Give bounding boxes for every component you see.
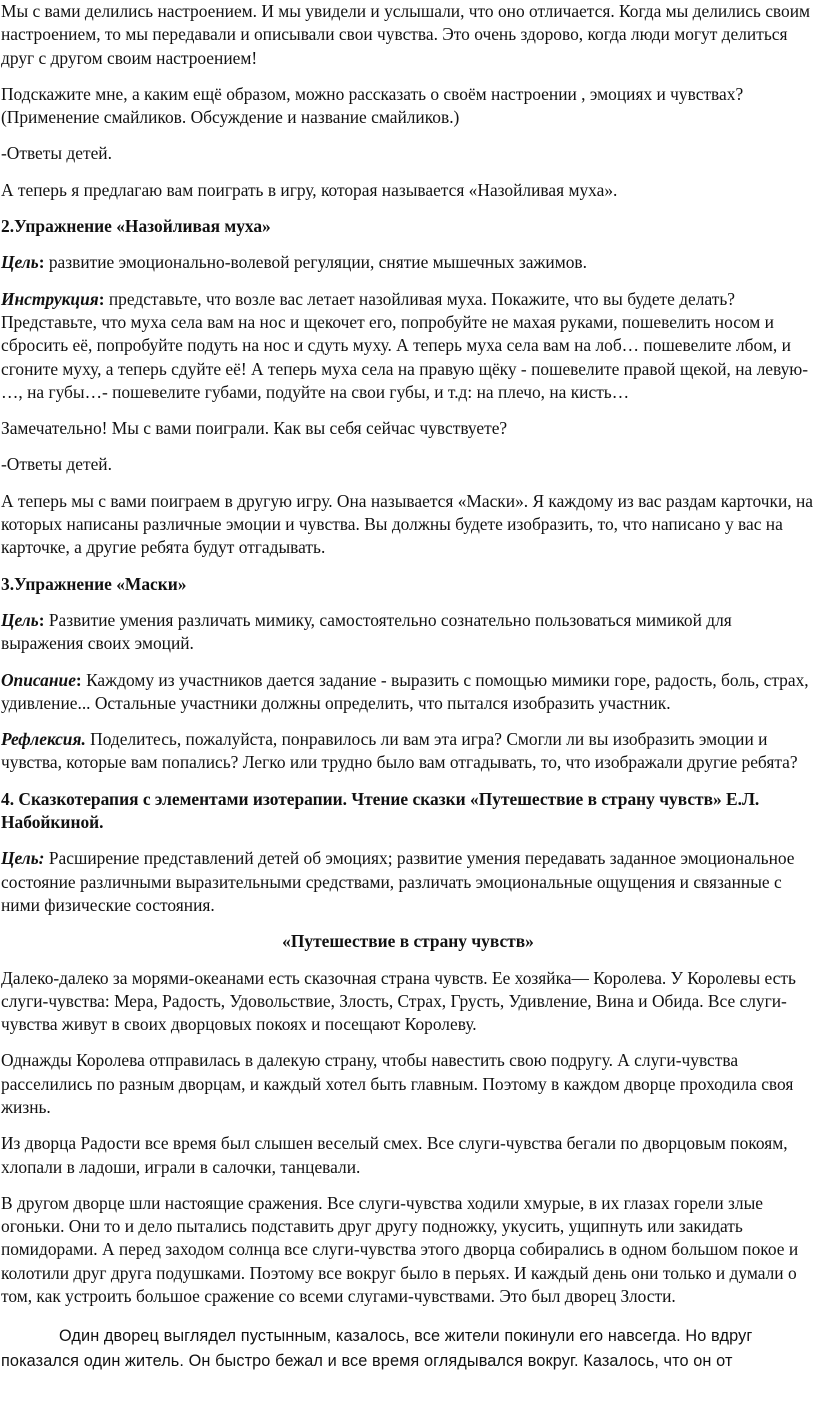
description-text: Каждому из участников дается задание - выразить с помощью мимики горе, радость, боль, страх, удивление... Остальные участники должны определить, что пытался изобразить участник. <box>1 669 809 713</box>
instruction-label: Инструкция <box>1 288 99 309</box>
tale-paragraph-1: Далеко-далеко за морями-океанами есть сказочная страна чувств. Ее хозяйка— Королева. У Королевы есть слуги-чувства: Мера, Радость, Удовольствие, Злость, Страх, Грусть, Удивление, Вина и Обида. Все слуги-чувства живут в своих дворцовых покоях и посещают Королеву. <box>1 967 796 1035</box>
tale-title: «Путешествие в страну чувств» <box>282 931 534 952</box>
goal-2-colon: : <box>38 252 45 273</box>
paragraph-masks-intro: А теперь мы с вами поиграем в другую игру. Она называется «Маски». Я каждому из вас раздам карточки, на которых написаны различные эмоции и чувства. Вы должны будете изобразить, то, что написано у вас на карточке, а другие ребята будут отгадывать. <box>1 490 813 558</box>
paragraph-answers-2: -Ответы детей. <box>1 454 112 475</box>
goal-4-text: Расширение представлений детей об эмоциях; развитие умения передавать заданное эмоциональное состояние различными выразительными средствами, различать эмоциональные ощущения и связанные с ними физические состояния. <box>1 848 795 915</box>
heading-exercise-3: 3.Упражнение «Маски» <box>1 573 187 594</box>
heading-section-4: 4. Сказкотерапия с элементами изотерапии. Чтение сказки «Путешествие в страну чувств» Е.Л. Набойкиной. <box>1 788 760 833</box>
heading-exercise-2: 2.Упражнение «Назойливая муха» <box>1 216 271 237</box>
tale-paragraph-5: Один дворец выглядел пустынным, казалось, все жители покинули его навсегда. Но вдруг показался один житель. Он быстро бежал и все время оглядывался вокруг. Казалось, что он от <box>1 1327 753 1370</box>
paragraph-intro: Мы с вами делились настроением. И мы увидели и услышали, что оно отличается. Когда мы делились своим настроением, то мы передавали и описывали свои чувства. Это очень здорово, когда люди могут делиться друг с другом своим настроением! <box>1 1 811 68</box>
description-label: Описание <box>1 669 76 690</box>
paragraph-goal-4 <box>1 847 815 917</box>
paragraph-wonderful: Замечательно! Мы с вами поиграли. Как вы себя сейчас чувствуете? <box>1 418 508 439</box>
paragraph-description <box>1 669 815 716</box>
goal-2-text: развитие эмоционально-волевой регуляции, снятие мышечных зажимов. <box>44 252 587 273</box>
description-colon: : <box>75 669 82 690</box>
goal-3-colon: : <box>38 609 45 630</box>
paragraph-answers-1: -Ответы детей. <box>1 143 112 164</box>
goal-3-label: Цель <box>1 609 39 630</box>
goal-2-label: Цель <box>1 252 39 273</box>
paragraph-game-intro: А теперь я предлагаю вам поиграть в игру, которая называется «Назойливая муха». <box>1 179 618 200</box>
paragraph-goal-2 <box>1 251 815 274</box>
goal-3-text: Развитие умения различать мимику, самостоятельно сознательно пользоваться мимикой для выражения своих эмоций. <box>1 609 732 654</box>
reflection-text: Поделитесь, пожалуйста, понравилось ли вам эта игра? Смогли ли вы изобразить эмоции и чувства, которые вам попались? Легко или трудно было вам отгадывать, то, что изображали другие ребята? <box>1 729 798 773</box>
paragraph-instruction <box>1 288 815 404</box>
tale-paragraph-4: В другом дворце шли настоящие сражения. Все слуги-чувства ходили хмурые, в их глазах горели злые огоньки. Они то и дело пытались подставить друг другу подножку, укусить, ущипнуть или закидать помидорами. А перед заходом солнца все слуги-чувства этого дворца собирались в одном большом покое и колотили друг друга подушками. Поэтому все вокруг было в перьях. И каждый день они только и думали о том, как устроить большое сражение со всеми слугами-чувствами. Это был дворец Злости. <box>1 1192 799 1307</box>
instruction-colon: : <box>98 288 105 309</box>
goal-4-label: Цель: <box>1 848 45 869</box>
tale-paragraph-3: Из дворца Радости все время был слышен веселый смех. Все слуги-чувства бегали по дворцовым покоям, хлопали в ладоши, играли в салочки, танцевали. <box>1 1133 788 1177</box>
tale-paragraph-2: Однажды Королева отправилась в далекую страну, чтобы навестить свою подругу. А слуги-чувства расселились по разным дворцам, и каждый хотел быть главным. Поэтому в каждом дворце проходила своя жизнь. <box>1 1050 794 1117</box>
paragraph-reflection <box>1 728 815 775</box>
instruction-text: представьте, что возле вас летает назойливая муха. Покажите, что вы будете делать? Представьте, что муха села вам на нос и щекочет его, попробуйте не махая руками, пошевелить носом и сбросить её, попробуйте подуть на нос и сдуть муху. А теперь муха села вам на лоб… пошевелите лбом, и сгоните муху, а теперь сдуйте её! А теперь муха села на правую щёку - пошевелите правой щекой, на левую- …, на губы…- пошевелите губами, подуйте на свои губы, и т.д: на плечо, на кисть… <box>1 288 809 402</box>
paragraph-question: Подскажите мне, а каким ещё образом, можно рассказать о своём настроении , эмоциях и чувствах? (Применение смайликов. Обсуждение и название смайликов.) <box>1 83 744 128</box>
reflection-label: Рефлексия. <box>1 729 86 750</box>
paragraph-goal-3 <box>1 609 815 656</box>
